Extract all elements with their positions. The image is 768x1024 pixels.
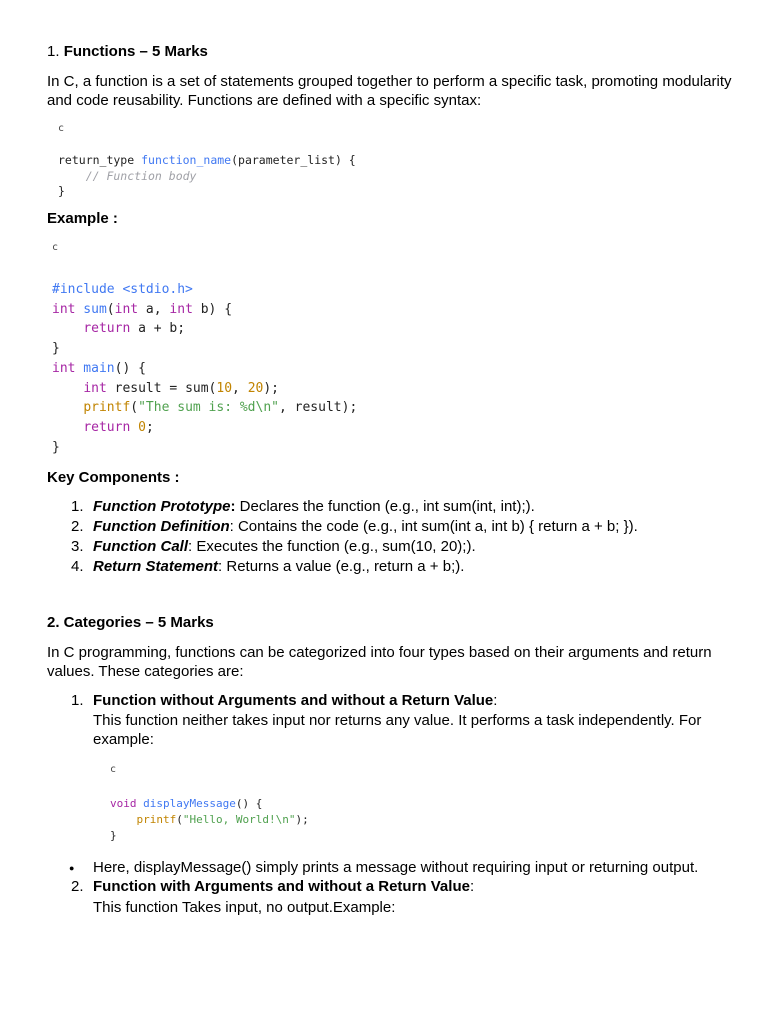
component-desc: : Executes the function (e.g., sum(10, 20);). <box>188 538 476 555</box>
category-2-title-text: Function with Arguments and without a Return Value <box>93 878 470 895</box>
code-token: return <box>83 419 131 435</box>
code-token: main <box>75 360 115 376</box>
category-1-title-text: Function without Arguments and without a Return Value <box>93 692 494 709</box>
code-line: } <box>58 184 65 198</box>
category-2-desc: This function Takes input, no output.Example: <box>93 899 396 916</box>
code-line <box>52 302 232 317</box>
code-token: int <box>169 301 193 317</box>
component-term-colon: : <box>230 498 236 515</box>
code-token <box>52 420 83 435</box>
list-marker: 2. <box>71 878 84 895</box>
category-2-colon: : <box>469 878 475 895</box>
code-token: "The sum is: %d\n" <box>138 400 279 416</box>
code-line: } <box>110 829 117 842</box>
category-2-title <box>71 878 475 895</box>
code-line <box>52 381 279 396</box>
code-token: ( <box>106 301 115 317</box>
section-2-intro: In C programming, functions can be categorized into four types based on their arguments and return values. These categories are: <box>47 644 712 680</box>
example-code-lang: c <box>52 242 59 253</box>
list-item <box>71 537 638 557</box>
code-token: 20 <box>247 380 264 396</box>
list-marker: 3. <box>71 538 84 555</box>
component-term: Return Statement <box>93 558 219 575</box>
code-token: return_type <box>58 153 142 167</box>
list-item <box>71 497 638 517</box>
code-token: result = sum( <box>106 380 217 396</box>
component-term: Function Definition <box>93 518 230 535</box>
category-1-code-lang: c <box>110 764 117 775</box>
code-token: int <box>52 301 76 317</box>
code-token: int <box>114 301 139 317</box>
code-line: } <box>52 341 60 357</box>
list-marker: 1. <box>71 498 84 515</box>
section-1-heading <box>47 43 208 60</box>
code-token: displayMessage <box>136 797 236 810</box>
list-marker: 4. <box>71 558 84 575</box>
code-comment: // Function body <box>58 168 197 183</box>
code-token <box>52 381 83 396</box>
code-line <box>52 361 146 376</box>
code-token: 10 <box>216 380 233 396</box>
code-line: } <box>52 439 60 455</box>
code-line <box>52 420 154 435</box>
code-line <box>110 797 262 810</box>
component-term: Function Call <box>93 538 188 555</box>
code-token <box>52 321 83 336</box>
key-components-heading-text: Key Components : <box>47 469 180 486</box>
key-components-list <box>71 497 638 577</box>
code-line <box>52 321 185 336</box>
code-token: ( <box>176 813 183 826</box>
code-token: () { <box>235 797 263 810</box>
section-2-title: 2. Categories – 5 Marks <box>47 614 214 631</box>
example-heading <box>47 210 118 227</box>
code-line <box>58 153 356 167</box>
code-token: ( <box>130 400 139 416</box>
example-heading-text: Example : <box>47 210 118 227</box>
component-desc: Declares the function (e.g., int sum(int, int);). <box>235 498 535 515</box>
code-token: 0 <box>138 419 146 435</box>
list-item <box>71 517 638 537</box>
code-token <box>110 813 137 826</box>
section-1-intro: In C, a function is a set of statements grouped together to perform a specific task, promoting modularity and code reusability. Functions are defined with a specific syntax: <box>47 73 732 109</box>
component-desc: : Contains the code (e.g., int sum(int a, int b) { return a + b; }). <box>229 518 638 535</box>
code-token: , <box>232 380 248 396</box>
category-1-code-block <box>110 796 309 844</box>
bullet-marker: ● <box>69 863 75 873</box>
bullet-note <box>69 859 699 876</box>
category-1-colon: : <box>493 692 498 709</box>
code-line <box>110 813 309 826</box>
code-token: int <box>83 380 107 396</box>
syntax-code-block <box>58 153 356 200</box>
code-token: ; <box>145 419 154 435</box>
section-1-title: Functions – 5 Marks <box>63 43 208 60</box>
syntax-code-lang: c <box>58 123 65 134</box>
bullet-note-text: Here, displayMessage() simply prints a message without requiring input or returning output. <box>93 859 699 876</box>
category-1-title <box>71 692 498 709</box>
key-components-heading <box>47 469 180 486</box>
code-token: a, <box>138 301 170 317</box>
code-token <box>130 420 138 435</box>
code-token: printf <box>136 813 177 826</box>
list-item <box>71 557 638 577</box>
component-term: Function Prototype <box>93 498 231 515</box>
code-token: printf <box>83 400 131 416</box>
list-marker: 2. <box>71 518 84 535</box>
component-desc: : Returns a value (e.g., return a + b;). <box>218 558 465 575</box>
example-code-block <box>52 280 357 457</box>
list-marker: 1. <box>71 692 84 709</box>
code-token: , result); <box>279 400 358 416</box>
code-token: sum <box>75 301 107 317</box>
code-token: return <box>83 321 131 337</box>
code-line: #include <stdio.h> <box>52 282 193 297</box>
code-token: void <box>110 797 137 810</box>
code-token: "Hello, World!\n" <box>182 813 296 826</box>
code-token <box>52 400 83 415</box>
section-1-number: 1. <box>47 43 60 60</box>
code-token: b) { <box>192 301 233 317</box>
code-token: () { <box>114 360 146 376</box>
code-token: a + b; <box>130 321 186 337</box>
code-line <box>52 400 357 415</box>
code-token: int <box>52 360 76 376</box>
section-2-heading <box>47 614 214 631</box>
code-token: function_name <box>141 153 232 167</box>
code-token: ); <box>263 380 279 396</box>
code-token: (parameter_list) { <box>231 153 356 167</box>
code-token: ); <box>295 813 309 826</box>
category-1-desc: This function neither takes input nor returns any value. It performs a task independently. For example: <box>93 712 702 748</box>
